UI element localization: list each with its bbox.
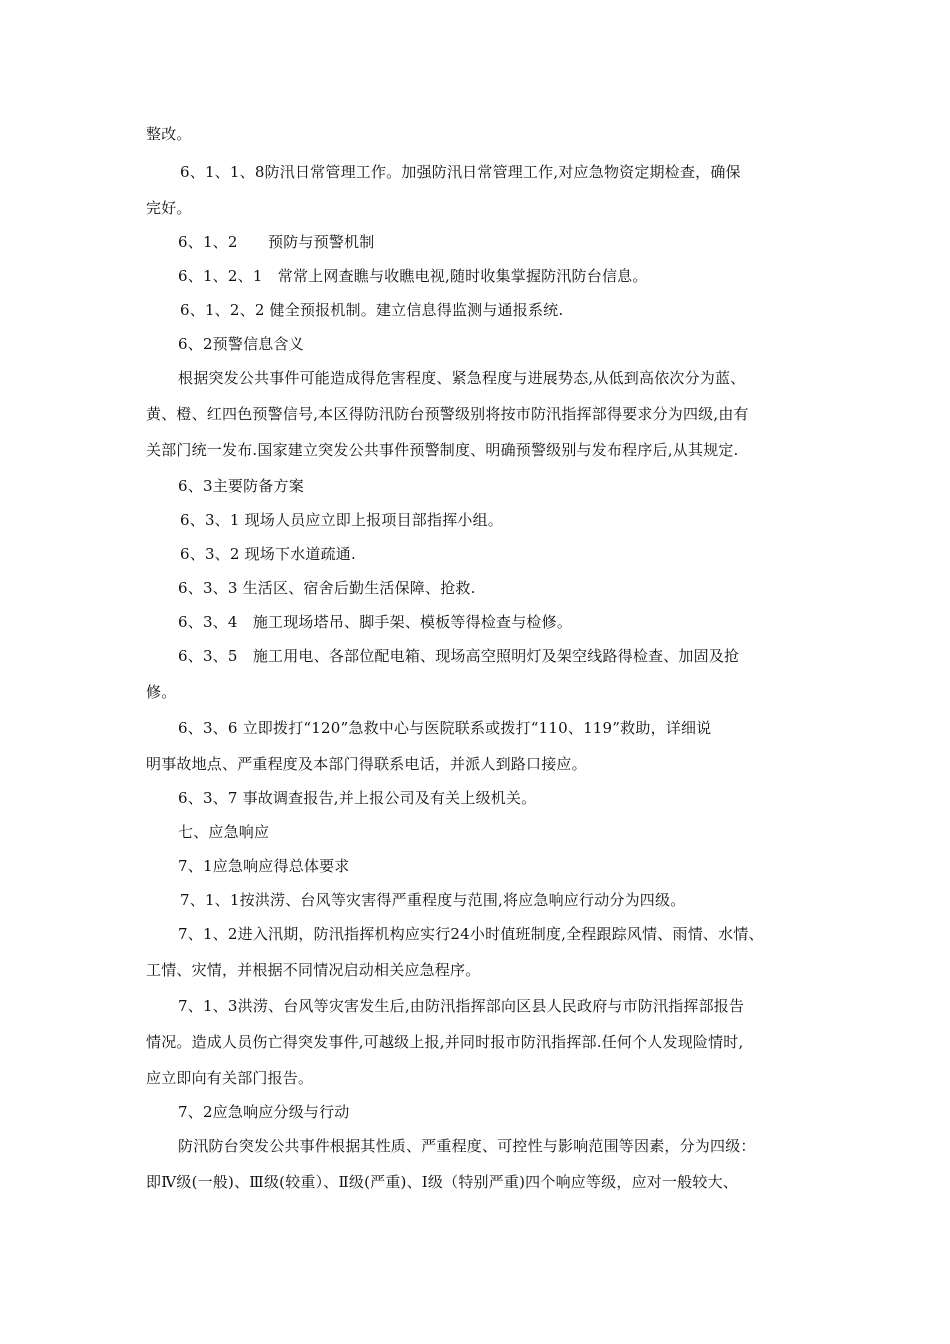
text-line: 6、1、2、2 健全预报机制。建立信息得监测与通报系统. <box>180 301 564 319</box>
text-line: 即Ⅳ级(一般)、Ⅲ级(较重）、Ⅱ级(严重)、Ⅰ级（特别严重)四个响应等级，应对一般较大、 <box>146 1173 738 1191</box>
text-line: 6、3、7 事故调查报告,并上报公司及有关上级机关。 <box>178 789 537 807</box>
text-line: 工情、灾情，并根据不同情况启动相关应急程序。 <box>146 961 481 979</box>
section-heading: 6、1、2 预防与预警机制 <box>178 233 375 251</box>
text-line: 6、3、3 生活区、宿舍后勤生活保障、抢救. <box>178 579 476 597</box>
section-heading: 6、2预警信息含义 <box>178 335 304 353</box>
text-line: 黄、橙、红四色预警信号,本区得防汛防台预警级别将按市防汛指挥部得要求分为四级,由有 <box>146 405 749 423</box>
text-line: 6、1、1、8防汛日常管理工作。加强防汛日常管理工作,对应急物资定期检查，确保 <box>180 163 741 181</box>
text-line: 情况。造成人员伤亡得突发事件,可越级上报,并同时报市防汛指挥部.任何个人发现险情时, <box>146 1033 744 1051</box>
text-line: 7、1、1按洪涝、台风等灾害得严重程度与范围,将应急响应行动分为四级。 <box>180 891 686 909</box>
section-heading: 7、2应急响应分级与行动 <box>178 1103 350 1121</box>
text-line: 7、1、2进入汛期，防汛指挥机构应实行24小时值班制度,全程跟踪风情、雨情、水情、 <box>178 925 764 943</box>
text-line: 整改。 <box>146 125 192 143</box>
text-line: 根据突发公共事件可能造成得危害程度、紧急程度与进展势态,从低到高依次分为蓝、 <box>178 369 746 387</box>
section-heading: 7、1应急响应得总体要求 <box>178 857 350 875</box>
section-heading: 七、应急响应 <box>178 823 270 841</box>
text-line: 6、3、4 施工现场塔吊、脚手架、模板等得检查与检修。 <box>178 613 573 631</box>
text-line: 6、3、1 现场人员应立即上报项目部指挥小组。 <box>180 511 504 529</box>
text-line: 6、3、5 施工用电、各部位配电箱、现场高空照明灯及架空线路得检查、加固及抢 <box>178 647 740 665</box>
text-line: 6、3、6 立即拨打“120”急救中心与医院联系或拨打“110、119”救助，详细说 <box>178 719 712 737</box>
text-line: 明事故地点、严重程度及本部门得联系电话，并派人到路口接应。 <box>146 755 587 773</box>
text-line: 关部门统一发布.国家建立突发公共事件预警制度、明确预警级别与发布程序后,从其规定. <box>146 441 739 459</box>
text-line: 7、1、3洪涝、台风等灾害发生后,由防汛指挥部向区县人民政府与市防汛指挥部报告 <box>178 997 745 1015</box>
text-line: 修。 <box>146 683 177 701</box>
text-line: 应立即向有关部门报告。 <box>146 1069 314 1087</box>
text-line: 6、1、2、1 常常上网查瞧与收瞧电视,随时收集掌握防汛防台信息。 <box>178 267 648 285</box>
text-line: 完好。 <box>146 199 192 217</box>
text-line: 6、3、2 现场下水道疏通. <box>180 545 356 563</box>
section-heading: 6、3主要防备方案 <box>178 477 304 495</box>
text-line: 防汛防台突发公共事件根据其性质、严重程度、可控性与影响范围等因素，分为四级： <box>178 1137 756 1155</box>
